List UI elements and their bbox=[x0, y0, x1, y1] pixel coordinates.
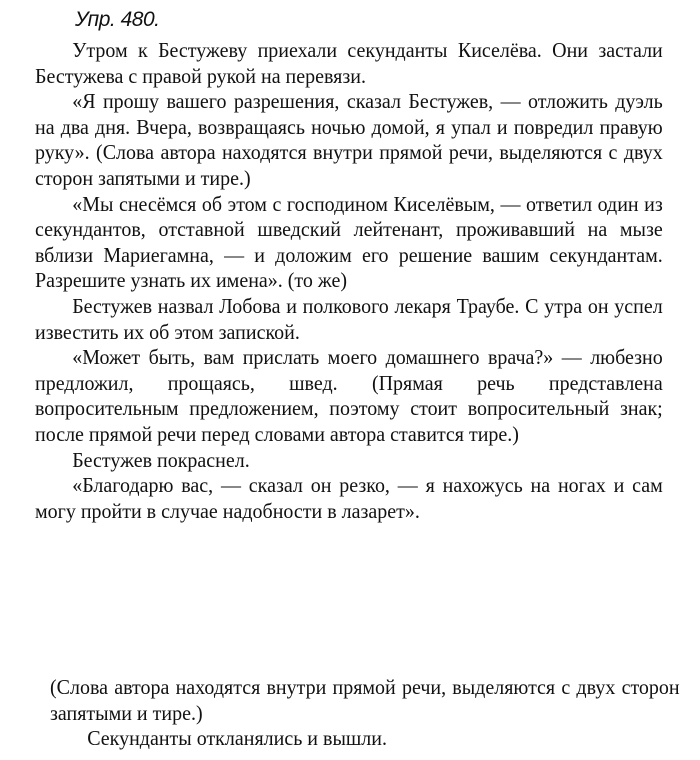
closing-sentence: Секунданты откланялись и вышли. bbox=[87, 726, 387, 751]
paragraph-5: «Может быть, вам прислать моего домашнего врача?» — любезно предложил, прощаясь, швед. (Прямая речь представлена вопросительным предложением, поэтому стоит вопросительный знак; после прямой речи перед словами автора ставится тире.) bbox=[35, 345, 663, 446]
paragraph-7: «Благодарю вас, — сказал он резко, — я нахожусь на ногах и сам могу пройти в случае надобности в лазарет». bbox=[35, 473, 663, 523]
exercise-title: Упр. 480. bbox=[75, 8, 160, 31]
paragraph-4: Бестужев назвал Лобова и полкового лекаря Траубе. С утра он успел известить их об этом запиской. bbox=[35, 293, 663, 344]
paragraph-1: Утром к Бестужеву приехали секунданты Киселёва. Они застали Бестужева с правой рукой на перевязи. bbox=[35, 38, 663, 88]
exercise-body bbox=[35, 38, 663, 524]
exercise-tail bbox=[50, 675, 680, 752]
paragraph-3: «Мы снесёмся об этом с господином Киселёвым, — ответил один из секундантов, отставной шведский лейтенант, проживавший на мызе вблизи Мариегамна, — и доложим его решение вашим секундантам. Разрешите узнать их имена». (то же) bbox=[35, 191, 663, 293]
paragraph-6: Бестужев покраснел. bbox=[72, 447, 250, 472]
paragraph-2: «Я прошу вашего разрешения, сказал Бестужев, — отложить дуэль на два дня. Вчера, возвращаясь ночью домой, я упал и повредил правую руку». (Слова автора находятся внутри прямой речи, выделяются с двух сторон запятыми и тире.) bbox=[35, 89, 663, 190]
explanatory-note: (Слова автора находятся внутри прямой речи, выделяются с двух сторон запятыми и тире.) bbox=[50, 675, 680, 725]
